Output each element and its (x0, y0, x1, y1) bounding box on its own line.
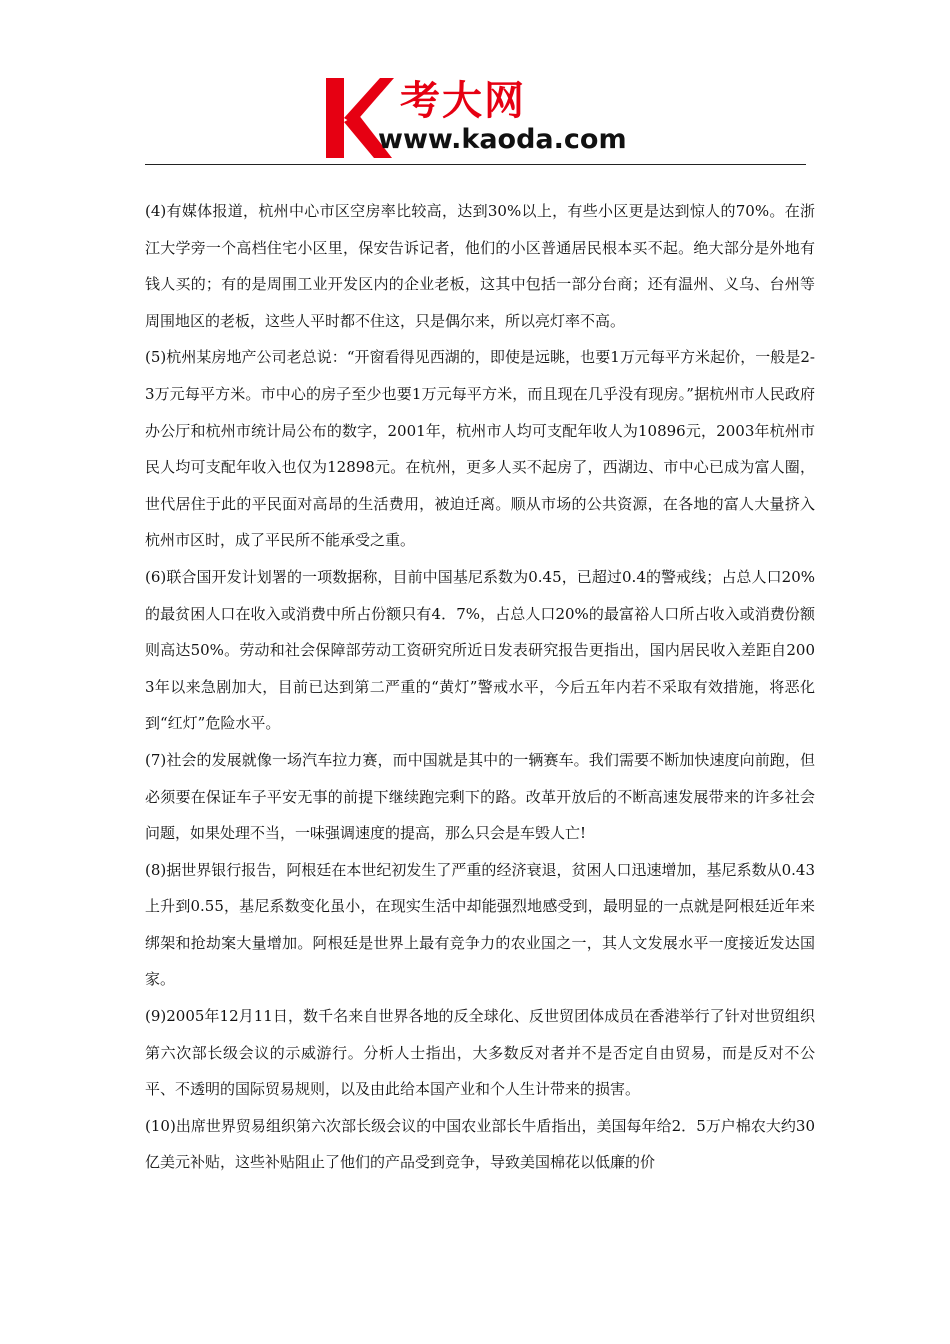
paragraph-6: (6)联合国开发计划署的一项数据称，目前中国基尼系数为0.45，已超过0.4的警戒线；占总人口20%的最贫困人口在收入或消费中所占份额只有4．7%，占总人口20%的最富裕人口所占收入或消费份额则高达50%。劳动和社会保障部劳动工资研究所近日发表研究报告更指出，国内居民收入差距自2003年以来急剧加大，目前已达到第二严重的“黄灯”警戒水平，今后五年内若不采取有效措施，将恶化到“红灯”危险水平。 (145, 567, 815, 733)
header-divider (145, 164, 806, 165)
site-logo[interactable] (318, 76, 648, 160)
paragraph-4: (4)有媒体报道，杭州中心市区空房率比较高，达到30%以上，有些小区更是达到惊人的70%。在浙江大学旁一个高档住宅小区里，保安告诉记者，他们的小区普通居民根本买不起。绝大部分是外地有钱人买的；有的是周围工业开发区内的企业老板，这其中包括一部分台商；还有温州、义乌、台州等周围地区的老板，这些人平时都不住这，只是偶尔来，所以亮灯率不高。 (145, 202, 815, 330)
paragraph-10: (10)出席世界贸易组织第六次部长级会议的中国农业部长牛盾指出，美国每年给2．5万户棉农大约30亿美元补贴，这些补贴阻止了他们的产品受到竞争，导致美国棉花以低廉的价 (145, 1116, 815, 1172)
paragraph-9: (9)2005年12月11日，数千名来自世界各地的反全球化、反世贸团体成员在香港举行了针对世贸组织第六次部长级会议的示威游行。分析人士指出，大多数反对者并不是否定自由贸易，而是反对不公平、不透明的国际贸易规则，以及由此给本国产业和个人生计带来的损害。 (145, 1007, 815, 1099)
paragraph-5: (5)杭州某房地产公司老总说：“开窗看得见西湖的，即使是远眺，也要1万元每平方米起价，一般是2-3万元每平方米。市中心的房子至少也要1万元每平方米，而且现在几乎没有现房。”据杭州市人民政府办公厅和杭州市统计局公布的数字，2001年，杭州市人均可支配年收人为10896元，2003年杭州市民人均可支配年收入也仅为12898元。在杭州，更多人买不起房了，西湖边、市中心已成为富人圈，世代居住于此的平民面对高昂的生活费用，被迫迁离。顺从市场的公共资源，在各地的富人大量挤入杭州市区时，成了平民所不能承受之重。 (145, 348, 815, 550)
paragraph-8: (8)据世界银行报告，阿根廷在本世纪初发生了严重的经济衰退，贫困人口迅速增加，基尼系数从0.43上升到0.55，基尼系数变化虽小，在现实生活中却能强烈地感受到，最明显的一点就是阿根廷近年来绑架和抢劫案大量增加。阿根廷是世界上最有竞争力的农业国之一，其人文发展水平一度接近发达国家。 (145, 860, 815, 989)
paragraph-7: (7)社会的发展就像一场汽车拉力赛，而中国就是其中的一辆赛车。我们需要不断加快速度向前跑，但必须要在保证车子平安无事的前提下继续跑完剩下的路。改革开放后的不断高速发展带来的许多社会问题，如果处理不当，一味强调速度的提高，那么只会是车毁人亡! (145, 750, 815, 843)
document-body (145, 193, 815, 1181)
logo-title: 考大网 (400, 78, 526, 124)
logo-url[interactable]: www.kaoda.com (378, 124, 627, 155)
